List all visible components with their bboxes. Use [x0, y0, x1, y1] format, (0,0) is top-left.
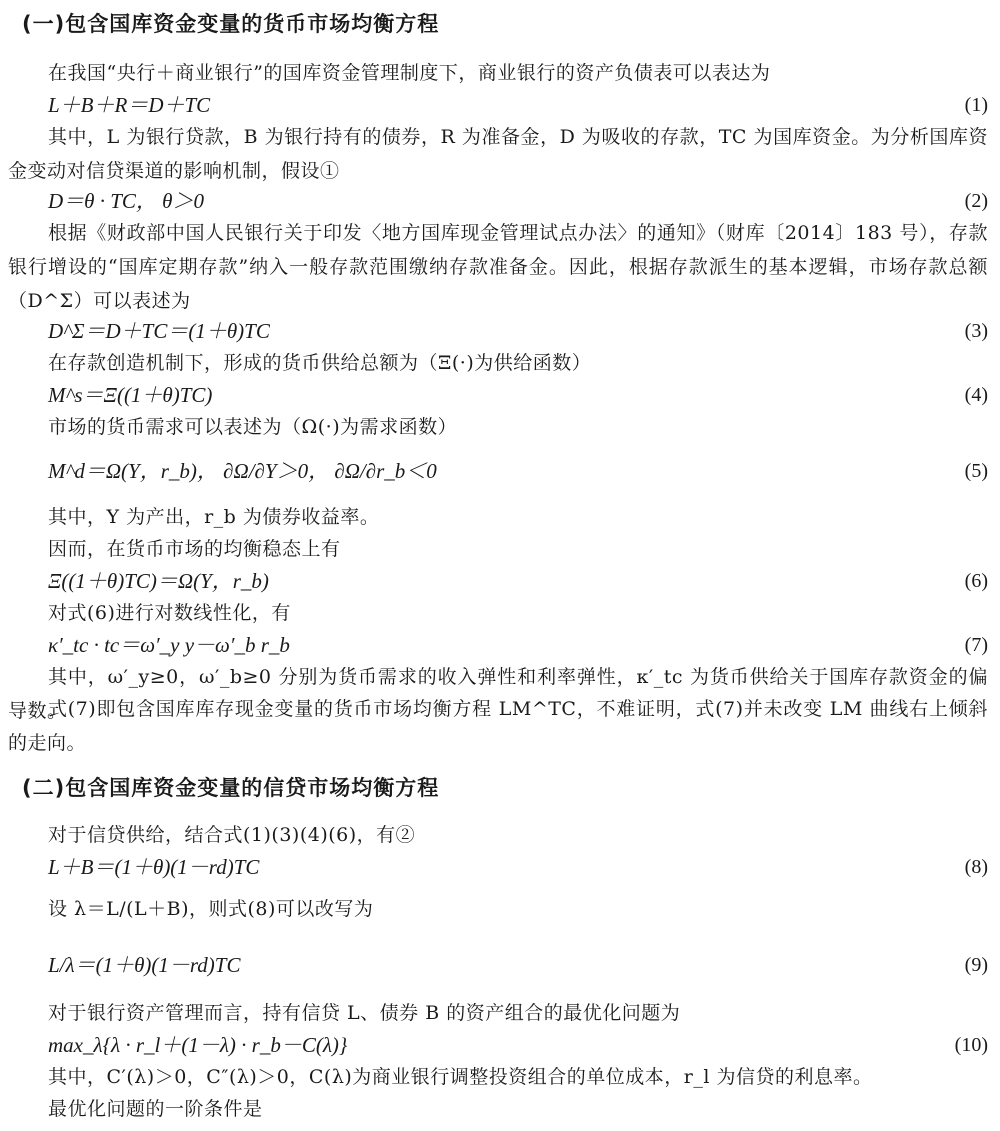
equation-row	[48, 628, 988, 662]
paragraph: 根据《财政部中国人民银行关于印发〈地方国库现金管理试点办法〉的通知》（财库〔2014〕183 号），存款银行增设的“国库定期存款”纳入一般存款范围缴纳存款准备金。因此，根据存款派生的基本逻辑，市场存款总额（D^Σ）可以表述为	[8, 222, 988, 312]
paragraph: 在存款创造机制下，形成的货币供给总额为（Ξ(·)为供给函数）	[48, 352, 592, 374]
equation-formula: D^Σ＝D＋TC＝(1＋θ)TC	[48, 319, 270, 343]
equation-number: (6)	[964, 570, 988, 592]
paragraph: 式(7)即包含国库库存现金变量的货币市场均衡方程 LM^TC，不难证明，式(7)并未改变 LM 曲线右上倾斜的走向。	[8, 698, 988, 754]
equation-number: (3)	[964, 320, 988, 342]
equation-formula: κ′_tc · tc＝ω′_y y－ω′_b r_b	[48, 633, 290, 657]
paragraph: 对于银行资产管理而言，持有信贷 L、债券 B 的资产组合的最优化问题为	[48, 1002, 681, 1024]
equation-number: (9)	[964, 954, 988, 976]
equation-row	[48, 850, 988, 884]
equation-number: (10)	[954, 1034, 988, 1056]
paragraph: 最优化问题的一阶条件是	[48, 1098, 263, 1120]
equation-row	[48, 446, 988, 496]
paragraph: 对式(6)进行对数线性化，有	[48, 602, 291, 624]
equation-number: (4)	[964, 384, 988, 406]
equation-row	[48, 1028, 988, 1062]
paragraph: 其中，L 为银行贷款，B 为银行持有的债券，R 为准备金，D 为吸收的存款，TC 为国库资金。为分析国库资金变动对信贷渠道的影响机制，假设①	[8, 126, 988, 182]
paragraph: 市场的货币需求可以表述为（Ω(·)为需求函数）	[48, 416, 458, 438]
equation-row	[48, 564, 988, 598]
equation-row	[48, 184, 988, 218]
equation-formula: D＝θ · TC， θ＞0	[48, 189, 204, 213]
paragraph: 其中，ω′_y≥0，ω′_b≥0 分别为货币需求的收入弹性和利率弹性，κ′_tc 为货币供给关于国库存款资金的偏导数。	[8, 666, 988, 722]
equation-formula: L/λ＝(1＋θ)(1－rd)TC	[48, 953, 241, 977]
equation-number: (8)	[964, 856, 988, 878]
equation-number: (5)	[964, 460, 988, 482]
paragraph: 其中，C′(λ)＞0，C″(λ)＞0，C(λ)为商业银行调整投资组合的单位成本，r_l 为信贷的利息率。	[48, 1066, 873, 1088]
equation-row	[48, 378, 988, 412]
equation-formula: max_λ{λ · r_l＋(1－λ) · r_b－C(λ)}	[48, 1033, 348, 1057]
equation-formula: M^s＝Ξ((1＋θ)TC)	[48, 383, 213, 407]
equation-row	[48, 940, 988, 990]
equation-number: (1)	[964, 94, 988, 116]
paragraph: 对于信贷供给，结合式(1)(3)(4)(6)，有②	[48, 824, 416, 846]
paragraph: 在我国“央行＋商业银行”的国库资金管理制度下，商业银行的资产负债表可以表达为	[48, 62, 771, 84]
equation-row	[48, 314, 988, 348]
paragraph: 设 λ＝L/(L＋B)，则式(8)可以改写为	[48, 898, 374, 920]
equation-formula: L＋B＝(1＋θ)(1－rd)TC	[48, 855, 260, 879]
equation-number: (2)	[964, 190, 988, 212]
equation-formula: M^d＝Ω(Y，r_b)， ∂Ω/∂Y＞0， ∂Ω/∂r_b＜0	[48, 459, 437, 483]
paragraph: 其中，Y 为产出，r_b 为债券收益率。	[48, 506, 380, 528]
paragraph: 因而，在货币市场的均衡稳态上有	[48, 538, 341, 560]
equation-formula: L＋B＋R＝D＋TC	[48, 93, 211, 117]
equation-number: (7)	[964, 634, 988, 656]
equation-row	[48, 88, 988, 122]
section-heading-1: (一)包含国库资金变量的货币市场均衡方程	[22, 12, 440, 36]
section-heading-2: (二)包含国库资金变量的信贷市场均衡方程	[22, 776, 440, 800]
equation-formula: Ξ((1＋θ)TC)＝Ω(Y，r_b)	[48, 569, 269, 593]
